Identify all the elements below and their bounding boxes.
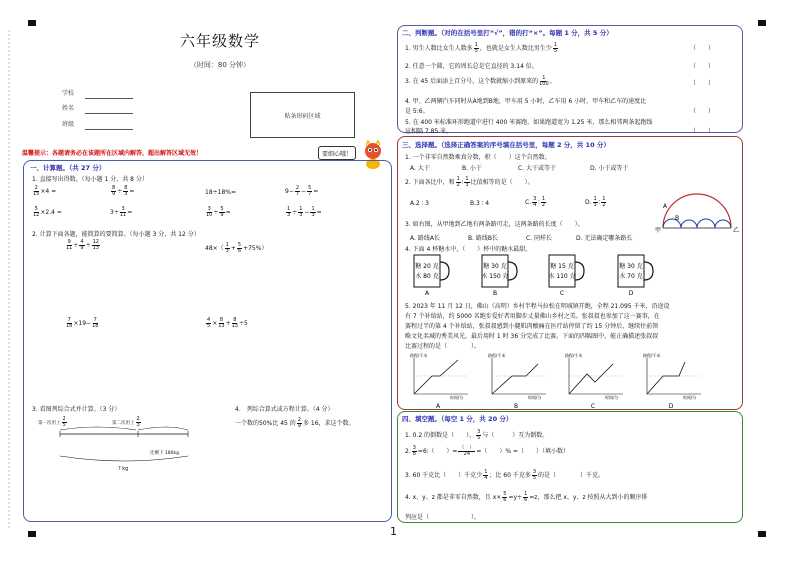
corner-mark bbox=[758, 20, 766, 26]
graph-xlabel: 时间/分 bbox=[605, 395, 619, 400]
graph-ylabel: 路程/千米 bbox=[643, 353, 661, 358]
graph-ylabel: 路程/千米 bbox=[488, 353, 506, 358]
judge-3-answer[interactable]: （ ） bbox=[690, 80, 715, 87]
graph-label: B bbox=[513, 403, 519, 410]
s1-q3: 3. 看图列综合式并计算。（3 分） bbox=[32, 406, 121, 413]
graph-C[interactable] bbox=[563, 352, 623, 410]
cup-water: 水 110 克 bbox=[548, 273, 576, 280]
svg-text:A: A bbox=[663, 203, 668, 210]
s1-q4: 4. 列综合算式或方程计算。（4 分） bbox=[235, 406, 334, 413]
graph-label: A bbox=[435, 403, 441, 410]
calc-6: 3÷ $\frac{3}{11}$ = bbox=[110, 206, 133, 218]
fill-2: 2. $\frac{3}{8}$ =6∶（ ）= $\frac{( )}{24}$ =（ ）% =（ ）（填小数） bbox=[405, 445, 570, 457]
choice-3-c[interactable]: C. 同样长 bbox=[526, 235, 553, 242]
s1-q2: 2. 计算下面各题，能简算的要简算。（每小题 3 分，共 12 分） bbox=[32, 231, 200, 238]
judge-4: 4. 甲、乙两辆汽车同时从A地到B地，甲车用 5 小时，乙车用 6 小时，甲车和乙车的速度比 bbox=[405, 98, 647, 105]
judge-4b: 是 5:6。 bbox=[405, 108, 429, 115]
choice-2-a[interactable]: A.2 ∶ 3 bbox=[410, 200, 429, 207]
calc-2: $\frac{8}{9}$ ÷ $\frac{8}{3}$ = bbox=[112, 185, 135, 197]
judge-5-answer[interactable]: （ ） bbox=[690, 128, 715, 135]
cup-sugar: 糖 30 克 bbox=[483, 263, 507, 270]
choice-2-b[interactable]: B.3 ∶ 4 bbox=[470, 200, 490, 207]
choice-3-a[interactable]: A. 路线A长 bbox=[410, 235, 440, 242]
choice-5-l4: 略文化名城的秀美风光，最后用时 1 时 36 分完成了比赛。下面的四幅图中，能正确描述张叔叔 bbox=[405, 333, 659, 340]
bar-remaining: 还剩下 180kg bbox=[150, 451, 179, 456]
s1-q4-text: 一个数的50%比 45 的 $\frac{2}{9}$ 多 16，求这个数。 bbox=[235, 417, 355, 429]
calc-5: $\frac{5}{12}$ ×2.4 = bbox=[33, 206, 62, 218]
graph-ylabel: 路程/千米 bbox=[410, 353, 428, 358]
cup-water: 水 70 克 bbox=[619, 273, 643, 280]
simp-4: $\frac{4}{5}$ × $\frac{8}{13}$ + $\frac{8}{13}$ ÷5 bbox=[207, 317, 248, 329]
page-number: 1 bbox=[390, 525, 397, 538]
cup-C[interactable] bbox=[548, 254, 582, 296]
field-class: 班级 bbox=[62, 121, 75, 128]
section1-heading: 一、计算题。（共 27 分） bbox=[30, 164, 106, 172]
fill-3: 3. 60 千克比（ ）千克少 $\frac{1}{4}$ ；比 60 千克多 $\frac{3}{5}$ 的是（ ）千克。 bbox=[405, 469, 605, 481]
calc-1: $\frac{2}{15}$ ×4 = bbox=[33, 185, 57, 197]
section-fill-blank bbox=[397, 411, 743, 523]
svg-text:B: B bbox=[675, 215, 680, 222]
choice-5-l2: 有 7 个补给站，约 5000 名跑步爱好者用脚步丈量佛山乡村之美。张叔叔也参加了这一赛事，在 bbox=[405, 313, 660, 320]
simp-3: $\frac{7}{18}$ ×19− $\frac{7}{18}$ bbox=[66, 317, 99, 329]
bar-diagram bbox=[58, 426, 198, 470]
choice-1: 1. 一个非零自然数乘真分数，积（ ）这个自然数。 bbox=[405, 154, 551, 161]
judge-2-answer[interactable]: （ ） bbox=[690, 63, 715, 70]
graph-xlabel: 时间/分 bbox=[450, 395, 464, 400]
fill-1: 1. 0.2 的倒数是（ ）， $\frac{3}{5}$ 与（ ）互为倒数。 bbox=[405, 429, 549, 441]
cup-sugar: 糖 15 克 bbox=[550, 263, 574, 270]
warm-tip: 温馨提示：各题请务必在该题所在区域内解答，超出解答区域无效！ bbox=[22, 150, 203, 157]
judge-1-answer[interactable]: （ ） bbox=[690, 45, 715, 52]
simp-2: 48×（ $\frac{1}{3}$ + $\frac{5}{6}$ +75%） bbox=[205, 242, 268, 254]
cup-water: 水 150 克 bbox=[481, 273, 509, 280]
graph-B[interactable] bbox=[486, 352, 546, 410]
cup-water: 水 80 克 bbox=[415, 273, 439, 280]
cup-A[interactable] bbox=[413, 254, 447, 296]
graph-xlabel: 时间/分 bbox=[528, 395, 542, 400]
fill-4b: 列应是（ ）。 bbox=[405, 514, 481, 521]
graph-label: D bbox=[668, 403, 674, 410]
exam-time: （时间：80 分钟） bbox=[189, 61, 251, 69]
choice-5-l3: 赛程过半的第 4 个补给站，张叔叔感到小腿肌肉酸痛在医疗站停留了约 15 分钟后，继续往前领 bbox=[405, 323, 659, 330]
corner-mark bbox=[28, 20, 36, 26]
route-end-label: 乙 bbox=[733, 227, 740, 234]
choice-3: 3. 如右图，从甲地到乙地有两条路可走，这两条路的长度（ ）。 bbox=[405, 221, 584, 228]
choice-4: 4. 下面 4 杯糖水中，（ ）杯中的糖水最甜。 bbox=[405, 246, 532, 253]
section3-heading: 三、选择题。（选择正确答案的序号填在括号里，每题 2 分，共 10 分） bbox=[402, 141, 610, 149]
careful-badge: 要细心哦！ bbox=[318, 146, 356, 160]
graph-label: C bbox=[590, 403, 596, 410]
cup-sugar: 糖 30 克 bbox=[619, 263, 643, 270]
judge-4-answer[interactable]: （ ） bbox=[690, 108, 715, 115]
choice-2: 2. 下面各比中，和 $\frac{1}{2}$ ∶ $\frac{1}{3}$ 比值相等的是（ ）。 bbox=[405, 176, 534, 188]
cup-label: C bbox=[559, 290, 565, 296]
bar-label-1: 第一次用上 $\frac{2}{5}$ bbox=[38, 416, 66, 428]
calc-8: $\frac{1}{3}$ ÷ $\frac{1}{3}$ − $\frac{1}{3}$ = bbox=[287, 206, 322, 218]
cup-sugar: 糖 20 克 bbox=[415, 263, 439, 270]
corner-mark bbox=[28, 531, 36, 537]
judge-5: 5. 在 400 米标准环形跑道中进行 400 米赛跑，如果跑道宽为 1.25 米，那么相邻两条起跑线 bbox=[405, 119, 653, 126]
judge-1: 1. 男生人数比女生人数多 $\frac{1}{5}$ ，也就是女生人数比男生少 $\frac{1}{5}$ bbox=[405, 42, 558, 54]
cup-label: B bbox=[492, 290, 498, 296]
field-class-line[interactable] bbox=[85, 129, 133, 130]
calc-3: 18÷18%= bbox=[205, 189, 237, 196]
choice-5-l1: 5. 2023 年 11 月 12 日，佛山（高明）乡村半程马拉松在明城镇开跑，全程 21.095 千米，沿途设 bbox=[405, 303, 670, 310]
field-school-line[interactable] bbox=[85, 98, 133, 99]
judge-5b: 应相隔 7.85 米。 bbox=[405, 128, 453, 135]
route-start-label: 甲 bbox=[655, 227, 662, 234]
cup-D[interactable] bbox=[617, 254, 651, 296]
cup-label: A bbox=[424, 290, 430, 296]
calc-7: $\frac{3}{10}$ ÷ $\frac{5}{9}$ = bbox=[206, 206, 231, 218]
choice-5-l5: 比赛过程的是（ ）。 bbox=[405, 343, 481, 350]
judge-2: 2. 任意一个圆，它的周长总是它直径的 3.14 倍。 bbox=[405, 63, 538, 70]
graph-A[interactable] bbox=[408, 352, 468, 410]
bar-total: ? kg bbox=[118, 466, 129, 472]
binding-line bbox=[2, 30, 16, 530]
choice-3-b[interactable]: B. 路线B长 bbox=[468, 235, 499, 242]
choice-3-d[interactable]: D. 无法确定哪条路长 bbox=[576, 235, 633, 242]
choice-2-c[interactable]: C. $\frac{3}{4}$ ∶ $\frac{1}{2}$ bbox=[525, 196, 546, 208]
field-name-line[interactable] bbox=[85, 113, 133, 114]
fill-4: 4. x、y、z 都是非零自然数，且 x× $\frac{5}{6}$ =y÷ $\frac{1}{6}$ =z，那么把 x、y、z 按照从大到小的顺序排 bbox=[405, 491, 648, 503]
field-school: 学校 bbox=[62, 90, 75, 97]
s1-q1: 1. 直接写出得数。（每小题 1 分，共 8 分） bbox=[32, 176, 148, 183]
graph-xlabel: 时间/分 bbox=[683, 395, 697, 400]
choice-1-a[interactable]: A. 大于 bbox=[410, 165, 430, 172]
choice-2-d[interactable]: D. $\frac{1}{3}$ ∶ $\frac{1}{2}$ bbox=[585, 196, 606, 208]
judge-3: 3. 在 45 后面添上百分号，这个数就缩小到原来的 $\frac{1}{100}$ 。 bbox=[405, 75, 556, 87]
choice-1-c[interactable]: C. 大于或等于 bbox=[518, 165, 557, 172]
cup-label: D bbox=[628, 290, 634, 296]
field-name: 姓名 bbox=[62, 105, 75, 112]
simp-1: $\frac{9}{11}$ ÷ $\frac{4}{9}$ ÷ $\frac{12}{13}$ bbox=[66, 239, 99, 251]
choice-1-d[interactable]: D. 小于或等于 bbox=[590, 165, 629, 172]
section2-heading: 二、判断题。（对的在括号里打“√”，错的打“×”。每题 1 分，共 5 分） bbox=[402, 29, 613, 37]
graph-ylabel: 路程/千米 bbox=[565, 353, 583, 358]
bar-label-2: 第二次用上 $\frac{2}{3}$ bbox=[112, 416, 140, 428]
section4-heading: 四、填空题。（每空 1 分，共 20 分） bbox=[402, 415, 513, 423]
cup-B[interactable] bbox=[481, 254, 515, 296]
corner-mark bbox=[758, 531, 766, 537]
page-title: 六年级数学 bbox=[179, 32, 260, 50]
route-diagram bbox=[655, 182, 741, 240]
calc-4: 9− $\frac{2}{7}$ − $\frac{5}{7}$ = bbox=[285, 185, 319, 197]
graph-D[interactable] bbox=[641, 352, 701, 410]
barcode-area: 贴条形码区域 bbox=[250, 92, 355, 138]
choice-1-b[interactable]: B. 小于 bbox=[462, 165, 482, 172]
